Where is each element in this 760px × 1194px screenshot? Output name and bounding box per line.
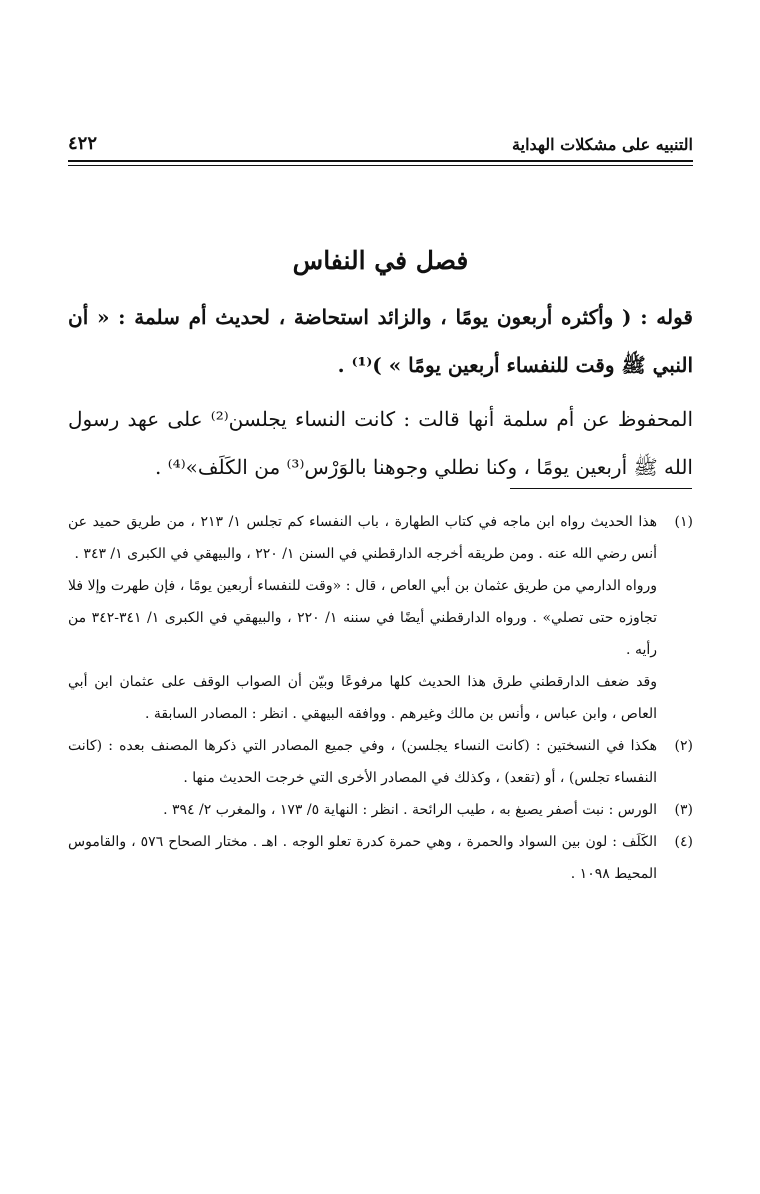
running-title: التنبيه على مشكلات الهداية	[512, 135, 693, 154]
footnote	[68, 506, 693, 730]
footnote-paragraph: هكذا في النسختين : (كانت النساء يجلسن) ، وفي جميع المصادر التي ذكرها المصنف بعده : (كانت النفساء تجلس) ، أو (تقعد) ، وكذلك في المصادر الأخرى التي خرجت الحديث منها .	[68, 738, 657, 786]
main-text	[68, 246, 693, 491]
footnote-paragraph: الكَلَف : لون بين السواد والحمرة ، وهي حمرة كدرة تعلو الوجه . اهـ . مختار الصحاح ٥٧٦ ، والقاموس المحيط ١٠٩٨ .	[68, 834, 657, 882]
footnote-number: (٤)	[674, 834, 693, 850]
footnote-paragraph: الورس : نبت أصفر يصبغ به ، طيب الرائحة . انظر : النهاية ٥/ ١٧٣ ، والمغرب ٢/ ٣٩٤ .	[163, 802, 657, 818]
footnotes	[68, 506, 693, 890]
page-header	[68, 124, 693, 154]
footnote-separator	[510, 488, 692, 489]
quoted-statement: قوله : ( وأكثره أربعون يومًا ، والزائد استحاضة ، لحديث أم سلمة : « أن النبي ﷺ وقت للنفساء أربعين يومًا » )⁽¹⁾ .	[68, 305, 693, 377]
footnote	[68, 794, 693, 826]
footnote-number: (٣)	[674, 802, 693, 818]
body-paragraph: المحفوظ عن أم سلمة أنها قالت : كانت النساء يجلسن⁽²⁾ على عهد رسول الله ﷺ أربعين يومًا ، وكنا نطلي وجوهنا بالوَرْس⁽³⁾ من الكَلَف»⁽⁴⁾ .	[68, 407, 694, 479]
section-title: فصل في النفاس	[292, 246, 469, 275]
page-number: ٤٢٢	[68, 133, 98, 154]
footnote	[68, 826, 693, 890]
footnote-number: (١)	[674, 514, 693, 530]
footnote-number: (٢)	[674, 738, 693, 754]
footnote	[68, 730, 693, 794]
footnote-paragraph: وقد ضعف الدارقطني طرق هذا الحديث كلها مرفوعًا وبيّن أن الصواب الوقف على عثمان ابن أبي العاص ، وابن عباس ، وأنس بن مالك وغيرهم . ووافقه البيهقي . انظر : المصادر السابقة .	[68, 674, 657, 722]
footnote-paragraph: هذا الحديث رواه ابن ماجه في كتاب الطهارة ، باب النفساء كم تجلس ١/ ٢١٣ ، من طريق حميد عن أنس رضي الله عنه . ومن طريقه أخرجه الدارقطني في السنن ١/ ٢٢٠ ، والبيهقي في الكبرى ١/ ٣٤٣ .	[68, 514, 657, 562]
footnote-paragraph: ورواه الدارمي من طريق عثمان بن أبي العاص ، قال : «وقت للنفساء أربعين يومًا ، فإن طهرت وإلا فلا تجاوزه حتى تصلي» . ورواه الدارقطني أيضًا في سننه ١/ ٢٢٠ ، والبيهقي في الكبرى ١/ ٣٤١-٣٤٢ من رأيه .	[68, 578, 657, 658]
header-rule	[68, 160, 693, 166]
